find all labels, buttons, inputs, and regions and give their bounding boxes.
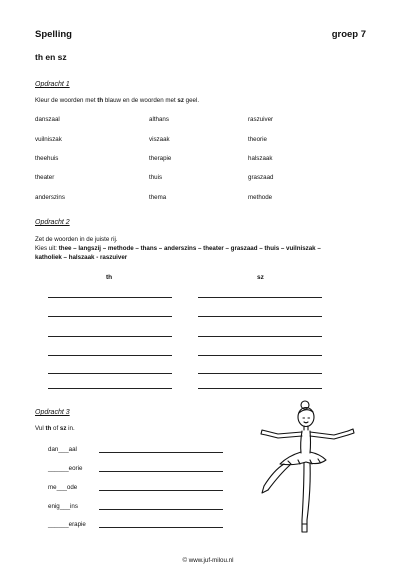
- word-cell: thema: [149, 194, 167, 201]
- fill-in-answer-line[interactable]: [99, 452, 223, 453]
- word-cell: vuilniszak: [35, 136, 62, 143]
- page-subtitle: th en sz: [35, 52, 67, 62]
- answer-line-sz[interactable]: [198, 355, 322, 356]
- answer-line-sz[interactable]: [198, 373, 322, 374]
- answer-line-th[interactable]: [48, 336, 172, 337]
- word-cell: theorie: [248, 136, 267, 143]
- column-header-sz: sz: [257, 274, 264, 281]
- fill-in-item: ______eorie: [48, 465, 83, 472]
- footer-credit: © www.juf-milou.nl: [182, 557, 234, 564]
- word-cell: graszaad: [248, 174, 274, 181]
- column-header-th: th: [106, 274, 113, 281]
- word-cell: theater: [35, 174, 55, 181]
- section-3-heading: Opdracht 3: [35, 409, 70, 416]
- section-1-instruction: Kleur de woorden met th blauw en de woorden met sz geel.: [35, 97, 200, 104]
- word-cell: danszaal: [35, 116, 60, 123]
- answer-line-th[interactable]: [48, 388, 172, 389]
- word-cell: halszaak: [248, 155, 273, 162]
- group-label: groep 7: [331, 29, 366, 40]
- fill-in-item: ______erapie: [48, 521, 86, 528]
- section-3-instruction: Vul th of sz in.: [35, 425, 75, 432]
- fill-in-answer-line[interactable]: [99, 471, 223, 472]
- answer-line-sz[interactable]: [198, 297, 322, 298]
- word-cell: therapie: [149, 155, 172, 162]
- word-cell: anderszins: [35, 194, 65, 201]
- word-choices-line-1: Kies uit: thee – langszij – methode – thans – anderszins – theater – graszaad – thuis – vuilniszak –: [35, 245, 321, 252]
- fill-in-answer-line[interactable]: [99, 490, 223, 491]
- fill-in-item: enig___ins: [48, 503, 78, 510]
- word-choices-line-2: katholiek – halszaak - raszuiver: [35, 254, 128, 261]
- answer-line-sz[interactable]: [198, 388, 322, 389]
- word-cell: althans: [149, 116, 169, 123]
- section-2-heading: Opdracht 2: [35, 219, 70, 226]
- fill-in-item: dan___aal: [48, 446, 77, 453]
- word-cell: raszuiver: [248, 116, 274, 123]
- fill-in-answer-line[interactable]: [99, 509, 223, 510]
- word-cell: viszaak: [149, 136, 170, 143]
- word-cell: theehuis: [35, 155, 59, 162]
- section-2-instruction: Zet de woorden in de juiste rij.: [35, 236, 118, 243]
- answer-line-sz[interactable]: [198, 316, 322, 317]
- fill-in-answer-line[interactable]: [99, 527, 223, 528]
- answer-line-th[interactable]: [48, 297, 172, 298]
- section-1-heading: Opdracht 1: [35, 81, 70, 88]
- ballerina-illustration: [258, 398, 358, 538]
- answer-line-th[interactable]: [48, 373, 172, 374]
- page-title: Spelling: [35, 29, 72, 40]
- answer-line-th[interactable]: [48, 355, 172, 356]
- word-cell: thuis: [149, 174, 163, 181]
- fill-in-item: me___ode: [48, 484, 78, 491]
- answer-line-th[interactable]: [48, 316, 172, 317]
- word-cell: methode: [248, 194, 273, 201]
- answer-line-sz[interactable]: [198, 336, 322, 337]
